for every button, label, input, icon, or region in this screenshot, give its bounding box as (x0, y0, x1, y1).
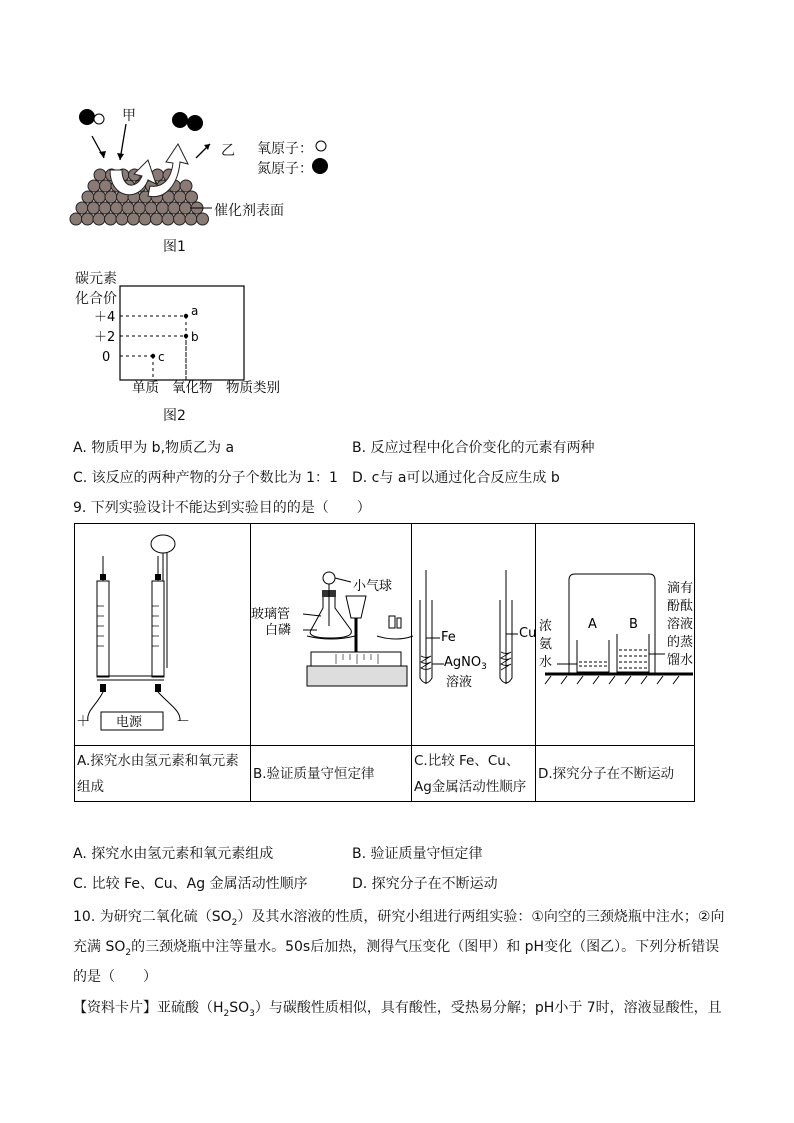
q10-line1-sub: 2 (231, 917, 238, 928)
catalyst-atom (186, 191, 198, 203)
catalyst-atom (139, 213, 151, 225)
surface-label: 催化剂表面 (214, 203, 284, 219)
label-white-phosphorus: 白磷 (265, 623, 292, 638)
q10-line1-b: ）及其水溶液的性质，研究小组进行两组实验：①向空的三颈烧瓶中注水；②向 (237, 909, 725, 925)
q10-card-a: 【资料卡片】亚硫酸（H (73, 1000, 224, 1016)
q8-option-b: B. 反应过程中化合价变化的元素有两种 (352, 440, 595, 456)
catalyst-atom (88, 202, 100, 214)
data-label-c: c (158, 350, 165, 364)
caption-c: C.比较 Fe、Cu、Ag金属活动性顺序 (412, 746, 536, 802)
data-point-c (151, 354, 155, 358)
catalyst-atom (174, 213, 186, 225)
label-cu (519, 626, 536, 641)
catalyst-atom (100, 180, 112, 192)
beaker-b-label: B (629, 617, 638, 632)
catalyst-atom (180, 180, 192, 192)
catalyst-atom (76, 202, 88, 214)
q10-line2-b: 的三颈烧瓶中注等量水。50s后加热，测得气压变化（图甲）和 pH变化（图乙）。下列分析错误 (131, 939, 720, 955)
label-agno3 (444, 655, 487, 672)
q10-card-sub2: 3 (249, 1008, 255, 1019)
label-cu-text: Cu (519, 626, 537, 641)
q9-stem: 9. 下列实验设计不能达到实验目的的是（ ） (73, 500, 371, 516)
catalyst-atom (99, 202, 111, 214)
data-label-a: a (191, 304, 199, 318)
q9-option-d: D. 探究分子在不断运动 (352, 876, 498, 892)
power-label: 电源 (116, 715, 143, 730)
caption-a: A.探究水由氢元素和氧元素组成 (75, 746, 251, 802)
q10-line1-a: 10. 为研究二氧化硫（SO (73, 909, 232, 925)
y-tick-label: ＋4 (94, 310, 116, 325)
label-solution: 溶液 (446, 675, 473, 690)
figure2-caption: 图2 (163, 408, 186, 424)
electrolysis-apparatus (76, 526, 248, 744)
caption-b: B.验证质量守恒定律 (251, 746, 412, 802)
q8-option-c: C. 该反应的两种产物的分子个数比为 1：1 (73, 470, 338, 486)
y-tick-label: ＋2 (94, 330, 116, 345)
catalyst-atom (157, 202, 169, 214)
q10-card-c: ）与碳酸性质相似，具有酸性，受热易分解；pH小于 7时，溶液显酸性，且 (254, 1000, 722, 1016)
mass-balance-apparatus (251, 526, 409, 744)
q9-option-c: C. 比较 Fe、Cu、Ag 金属活动性顺序 (73, 876, 308, 892)
catalyst-atom (134, 202, 146, 214)
ammonia-label-0: 浓 (539, 619, 553, 634)
q9-option-a: A. 探究水由氢元素和氧元素组成 (73, 846, 274, 862)
x-axis-label: 物质类别 (226, 380, 280, 396)
figure1-caption: 图1 (163, 239, 186, 255)
legend-oxygen: 氧原子： (257, 141, 313, 157)
test-tubes-apparatus (412, 526, 537, 744)
catalyst-atom (94, 191, 106, 203)
q8-option-a: A. 物质甲为 b,物质乙为 a (73, 440, 235, 456)
molecule-yi-n1 (172, 112, 188, 128)
catalyst-atom (105, 191, 117, 203)
ammonia-label-1: 氨 (539, 637, 553, 652)
q10-line1 (73, 906, 724, 928)
data-point-b (184, 334, 188, 338)
phenol-label-4: 馏水 (667, 653, 694, 668)
catalyst-atom (88, 180, 100, 192)
phenol-label-1: 酚酞 (667, 599, 694, 614)
catalyst-atom (122, 202, 134, 214)
nitrogen-atom-legend (312, 158, 328, 174)
data-label-b: b (191, 330, 199, 344)
catalyst-atom (174, 191, 186, 203)
q10-line3: 的是（ ） (73, 969, 157, 985)
figure2-chart (90, 280, 290, 400)
catalyst-atom (111, 202, 123, 214)
catalyst-surface (70, 169, 209, 225)
phenol-label-0: 滴有 (667, 581, 694, 596)
catalyst-atom (168, 202, 180, 214)
label-balloon: 小气球 (353, 579, 393, 594)
chart-frame (120, 286, 244, 380)
y-tick-label: 0 (102, 350, 111, 365)
molecule-jia-o (94, 114, 104, 124)
catalyst-atom (94, 169, 106, 181)
catalyst-atom (116, 213, 128, 225)
q9-option-b: B. 验证质量守恒定律 (352, 846, 483, 862)
q8-option-d: D. c与 a可以通过化合反应生成 b (352, 470, 560, 486)
caption-d: D.探究分子在不断运动 (536, 746, 695, 802)
q10-line2-a: 充满 SO (73, 939, 126, 955)
q10-line2 (73, 936, 719, 958)
oxygen-atom-legend (316, 141, 326, 151)
fig2-ylabel-2: 化合价 (75, 291, 117, 307)
catalyst-atom (185, 213, 197, 225)
catalyst-atom (162, 213, 174, 225)
phenol-label-3: 的蒸 (667, 635, 694, 650)
q10-card-b: SO (229, 1000, 250, 1016)
x-axis-label: 氧化物 (172, 380, 213, 396)
catalyst-atom (93, 213, 105, 225)
phenol-label-2: 溶液 (667, 617, 694, 632)
catalyst-atom (82, 213, 94, 225)
catalyst-atom (145, 202, 157, 214)
catalyst-atom (151, 213, 163, 225)
data-point-a (184, 314, 188, 318)
fig2-ylabel-1: 碳元素 (75, 271, 117, 287)
catalyst-atom (197, 213, 209, 225)
catalyst-atom (180, 202, 192, 214)
q10-line2-sub: 2 (125, 947, 132, 958)
beaker-a-label: A (588, 617, 597, 632)
label-yi: 乙 (221, 143, 235, 159)
q10-card (73, 997, 722, 1019)
catalyst-atom (128, 213, 140, 225)
label-jia: 甲 (122, 108, 136, 124)
catalyst-atom (82, 191, 94, 203)
legend-nitrogen: 氮原子： (257, 161, 313, 177)
label-agno3-sub: 3 (481, 662, 487, 672)
power-plus: ＋ (76, 714, 90, 730)
label-glass-tube: 玻璃管 (251, 607, 291, 622)
x-axis-label: 单质 (132, 380, 159, 396)
catalyst-atom (70, 213, 82, 225)
ammonia-label-2: 水 (539, 655, 553, 670)
catalyst-atom (105, 213, 117, 225)
molecule-motion-apparatus (537, 526, 693, 744)
power-minus: － (176, 714, 190, 730)
label-agno3-text: AgNO (444, 655, 482, 670)
label-fe: Fe (441, 630, 456, 645)
molecule-yi-n2 (187, 115, 203, 131)
molecule-jia-n (79, 109, 95, 125)
q10-card-sub1: 2 (223, 1008, 230, 1019)
